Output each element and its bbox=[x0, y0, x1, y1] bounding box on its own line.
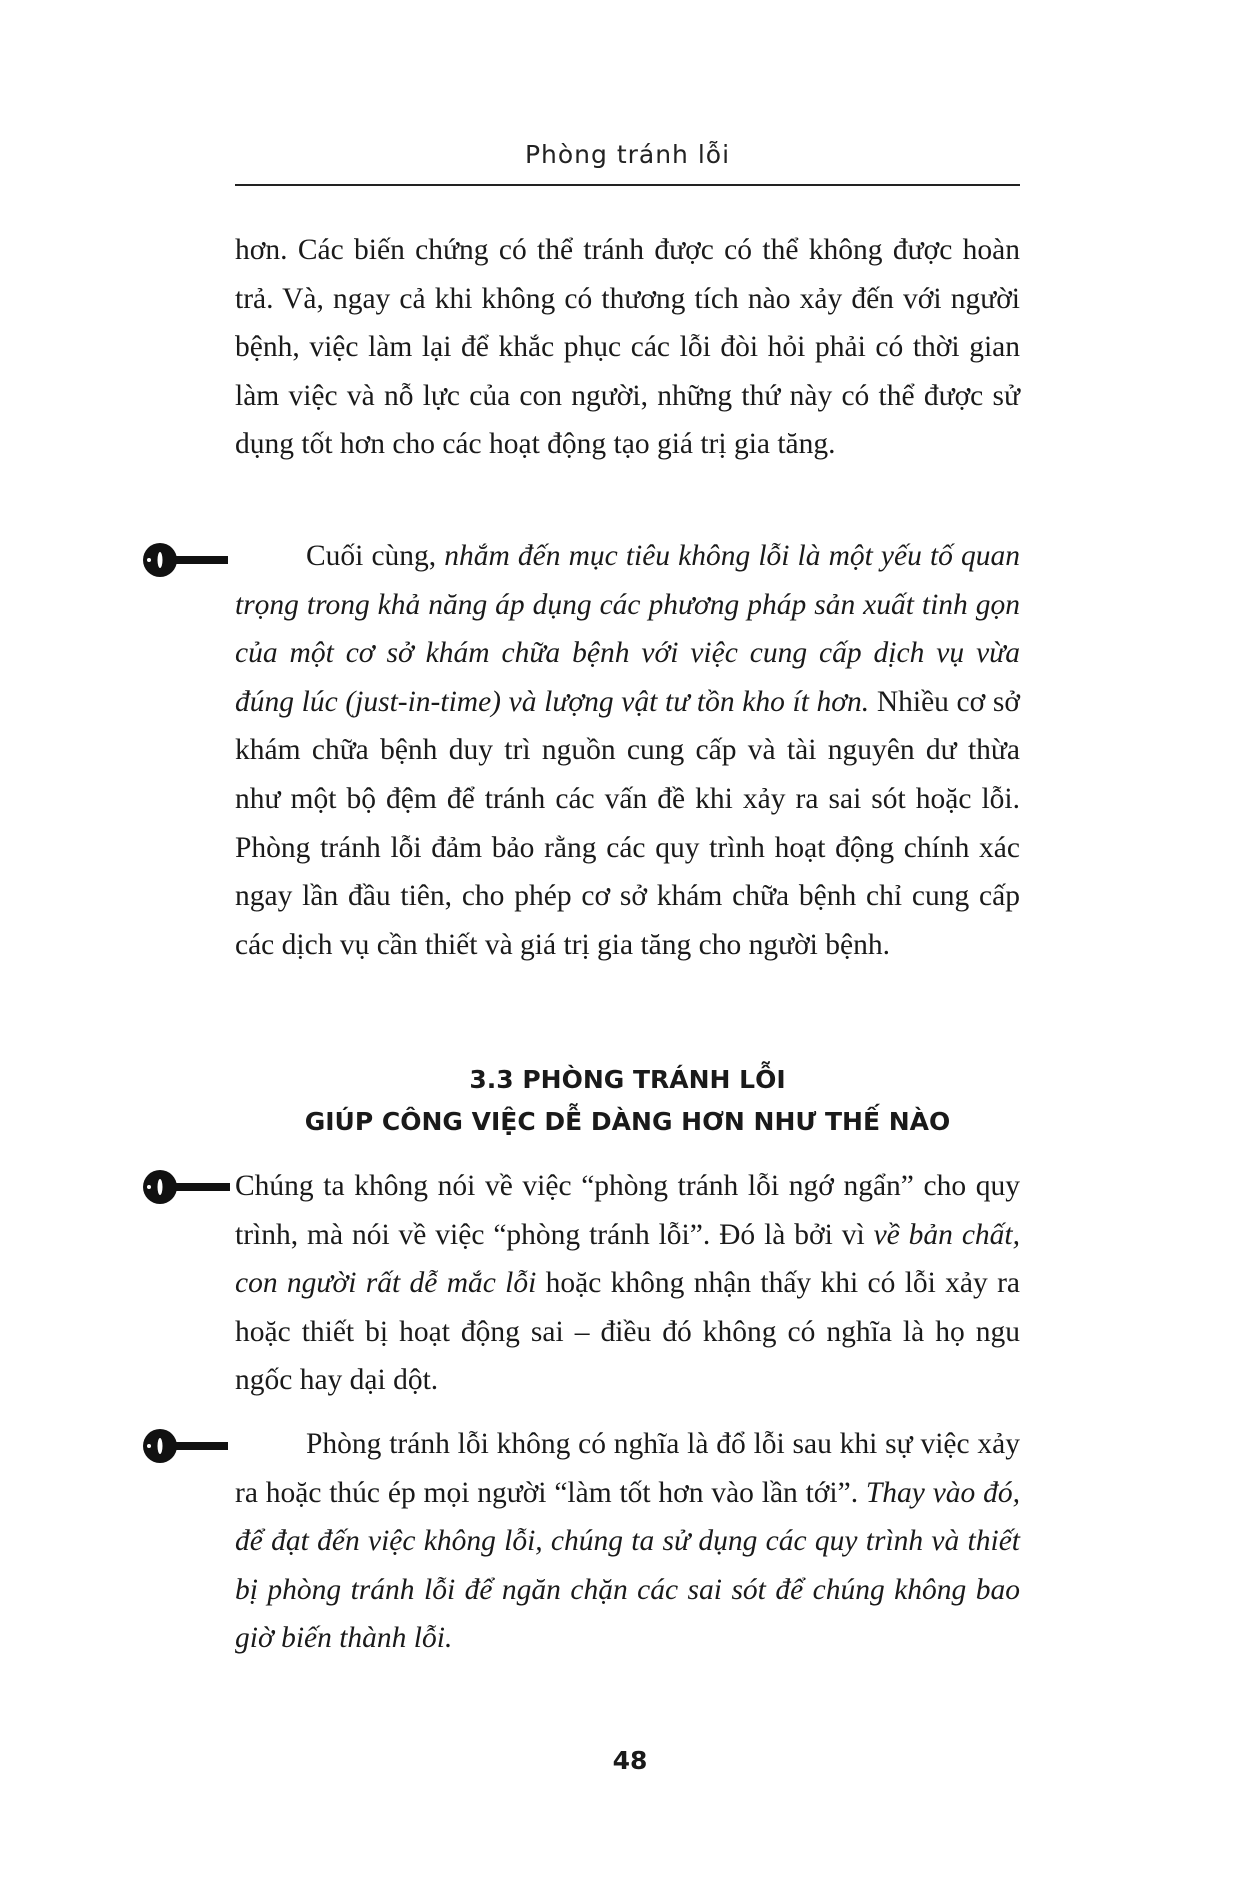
header-rule bbox=[235, 184, 1020, 186]
italic-segment: Thay vào đó, để đạt đến việc không lỗi, chúng ta sử dụng các quy trình và thiết bị phòng tránh lỗi để ngăn chặn các sai sót để chúng không bao giờ biến thành lỗi. bbox=[235, 1476, 1020, 1655]
italic-segment: nhắm đến mục tiêu không lỗi là một yếu tố quan trọng trong khả năng áp dụng các phương pháp sản xuất tinh gọn của một cơ sở khám chữa bệnh với việc cung cấp dịch vụ vừa đúng lúc (just-in-time) và lượng vật tư tồn kho ít hơn. bbox=[235, 540, 1020, 718]
text-segment: hoặc không nhận thấy khi có lỗi xảy ra hoặc thiết bị hoạt động sai – điều đó không có nghĩa là họ ngu ngốc hay dại dột. bbox=[235, 1267, 1020, 1397]
key-icon bbox=[142, 1167, 230, 1207]
page-number: 48 bbox=[612, 1746, 648, 1775]
key-icon bbox=[142, 540, 230, 580]
paragraph-2 bbox=[235, 532, 1020, 969]
text-segment: Phòng tránh lỗi không có nghĩa là đổ lỗi sau khi sự việc xảy ra hoặc thúc ép mọi người “làm tốt hơn vào lần tới”. bbox=[235, 1428, 1020, 1509]
section-heading-line-2: GIÚP CÔNG VIỆC DỄ DÀNG HƠN NHƯ THẾ NÀO bbox=[304, 1107, 951, 1136]
text-segment: hơn. Các biến chứng có thể tránh được có thể không được hoàn trả. Và, ngay cả khi không có thương tích nào xảy đến với người bệnh, việc làm lại để khắc phục các lỗi đòi hỏi phải có thời gian làm việc và nỗ lực của con người, những thứ này có thể được sử dụng tốt hơn cho các hoạt động tạo giá trị gia tăng. bbox=[235, 234, 1020, 461]
text-segment: Nhiều cơ sở khám chữa bệnh duy trì nguồn cung cấp và tài nguyên dư thừa như một bộ đệm để tránh các vấn đề khi xảy ra sai sót hoặc lỗi. Phòng tránh lỗi đảm bảo rằng các quy trình hoạt động chính xác ngay lần đầu tiên, cho phép cơ sở khám chữa bệnh chỉ cung cấp các dịch vụ cần thiết và giá trị gia tăng cho người bệnh. bbox=[235, 685, 1020, 961]
paragraph-1 bbox=[235, 226, 1020, 469]
text-segment: Chúng ta không nói về việc “phòng tránh lỗi ngớ ngẩn” cho quy trình, mà nói về việc “phòng tránh lỗi”. Đó là bởi vì bbox=[235, 1170, 1020, 1251]
paragraph-4 bbox=[235, 1420, 1020, 1663]
paragraph-3 bbox=[235, 1162, 1020, 1405]
section-heading-line-1: 3.3 PHÒNG TRÁNH LỖI bbox=[469, 1065, 786, 1094]
italic-segment: về bản chất, con người rất dễ mắc lỗi bbox=[235, 1218, 1020, 1300]
text-segment: Cuối cùng, bbox=[306, 540, 445, 572]
section-heading bbox=[235, 1059, 1020, 1143]
running-header: Phòng tránh lỗi bbox=[524, 140, 731, 169]
key-icon bbox=[142, 1426, 230, 1466]
